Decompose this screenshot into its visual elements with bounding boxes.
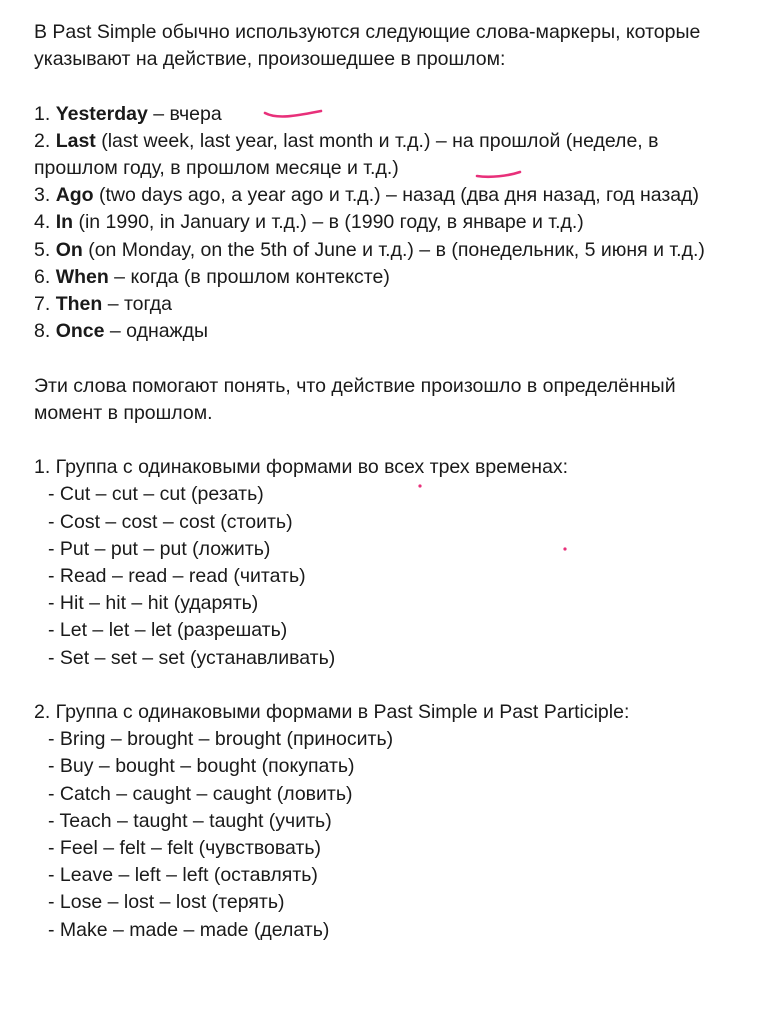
marker-item: 6. When – когда (в прошлом контексте) (34, 265, 390, 288)
marker-word: Last (55, 129, 96, 152)
marker-word: Then (55, 293, 103, 316)
marker-item: 2. Last (last week, last year, last month и т.д.) – на прошлой (неделе, в прошлом году, в прошлом месяце и т.д.) (34, 129, 659, 179)
marker-item: 5. On (on Monday, on the 5th of June и т.д.) – в (понедельник, 5 июня и т.д.) (34, 238, 705, 261)
marker-item: 3. Ago (two days ago, a year ago и т.д.) – назад (два дня назад, год назад) (34, 184, 699, 207)
verb-item: - Bring – brought – brought (приносить) (48, 728, 394, 751)
intro-text: В Past Simple обычно используются следующие слова-маркеры, которые указывают на действие, произошедшее в прошлом: (34, 21, 701, 71)
spacer (34, 427, 746, 454)
spacer (34, 73, 746, 100)
marker-list (34, 101, 746, 346)
verb-item: - Feel – felt – felt (чувствовать) (48, 837, 321, 860)
note-document (34, 19, 746, 944)
verb-group-1 (34, 454, 746, 672)
marker-item: 1. Yesterday – вчера (34, 102, 222, 125)
verb-item: - Put – put – put (ложить) (48, 537, 271, 560)
verb-item: - Cut – cut – cut (резать) (48, 483, 264, 506)
marker-word: Ago (55, 184, 94, 207)
group-title: 2. Группа с одинаковыми формами в Past Simple и Past Participle: (34, 701, 630, 724)
verb-item: - Read – read – read (читать) (48, 565, 306, 588)
verb-item: - Cost – cost – cost (стоить) (48, 510, 293, 533)
verb-item: - Teach – taught – taught (учить) (48, 809, 332, 832)
marker-item: 8. Once – однажды (34, 320, 208, 343)
marker-word: Yesterday (55, 102, 148, 125)
verb-item: - Let – let – let (разрешать) (48, 619, 288, 642)
spacer (34, 672, 746, 699)
verb-item: - Lose – lost – lost (терять) (48, 891, 285, 914)
verb-item: - Buy – bought – bought (покупать) (48, 755, 355, 778)
verb-item: - Catch – caught – caught (ловить) (48, 782, 353, 805)
marker-word: On (55, 238, 83, 261)
marker-word: In (55, 211, 74, 234)
verb-item: - Leave – left – left (оставлять) (48, 864, 318, 887)
marker-item: 4. In (in 1990, in January и т.д.) – в (1990 году, в январе и т.д.) (34, 211, 584, 234)
verb-item: - Hit – hit – hit (ударять) (48, 592, 259, 615)
summary-text: Эти слова помогают понять, что действие произошло в определённый момент в прошлом. (34, 374, 676, 424)
marker-word: Once (55, 320, 105, 343)
verb-item: - Make – made – made (делать) (48, 918, 330, 941)
marker-item: 7. Then – тогда (34, 293, 172, 316)
verb-group-2 (34, 699, 746, 944)
group-title: 1. Группа с одинаковыми формами во всех трех временах: (34, 456, 569, 479)
spacer (34, 345, 746, 372)
verb-item: - Set – set – set (устанавливать) (48, 646, 336, 669)
marker-word: When (55, 265, 109, 288)
